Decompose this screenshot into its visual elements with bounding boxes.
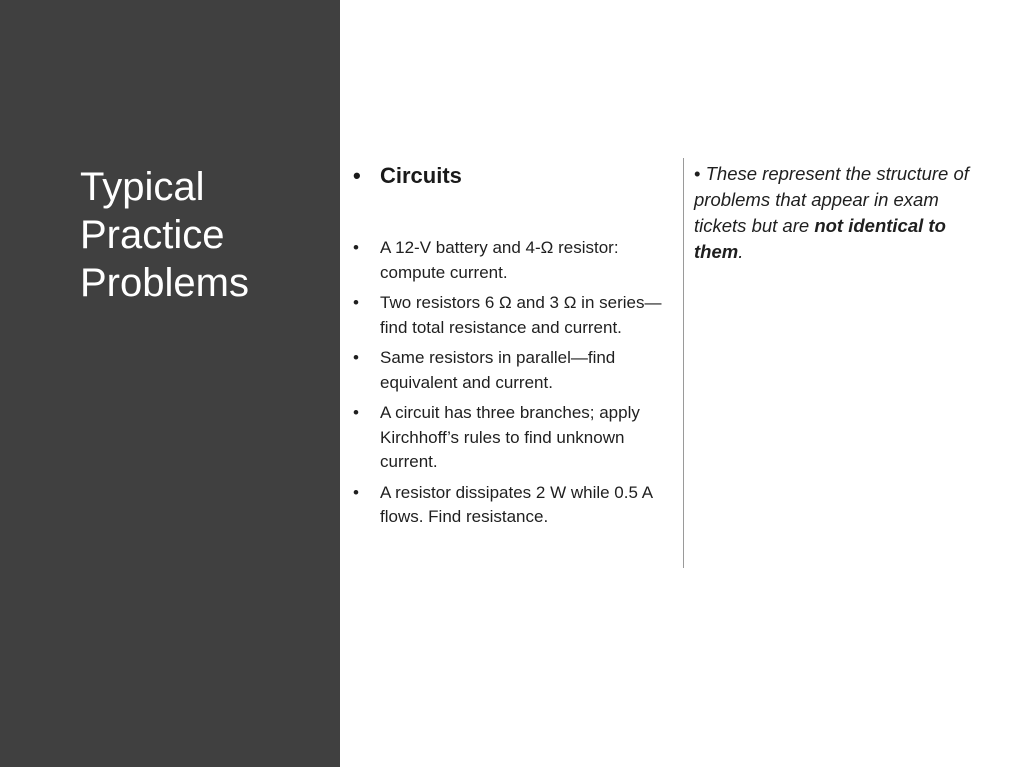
slide-title-line: Problems — [80, 261, 249, 305]
list-item — [353, 291, 675, 340]
problem-text: A circuit has three branches; apply Kirchhoff’s rules to find unknown current. — [380, 403, 640, 471]
bullet-icon: • — [353, 293, 359, 312]
slide-title-line: Practice — [80, 213, 225, 257]
bullet-icon: • — [353, 482, 359, 502]
list-item — [353, 481, 675, 530]
bullet-icon: • — [694, 163, 701, 184]
list-item — [353, 401, 675, 475]
bullet-icon: • — [353, 403, 359, 422]
title-sidebar — [0, 0, 340, 767]
problem-text: Same resistors in parallel—find equivalent and current. — [380, 348, 616, 392]
circuits-column — [353, 160, 675, 536]
bullet-icon: • — [353, 348, 359, 367]
note-emphasis: not identical to them — [694, 215, 946, 262]
note-suffix: . — [738, 241, 744, 262]
section-heading — [353, 160, 675, 192]
column-divider — [683, 158, 684, 568]
slide-title-line: Typical — [80, 165, 205, 209]
list-item — [353, 236, 675, 285]
note-column — [694, 161, 969, 265]
bullet-icon: • — [353, 163, 361, 188]
note-text: These represent the structure of problems that appear in exam tickets but are — [694, 163, 969, 236]
bullet-icon: • — [353, 238, 359, 257]
problem-text: Two resistors 6 Ω and 3 Ω in series—find total resistance and current. — [380, 293, 662, 337]
list-item — [353, 346, 675, 395]
slide-title — [80, 163, 320, 307]
problem-list — [353, 236, 675, 530]
problem-text: A resistor dissipates 2 W while 0.5 A flows. Find resistance. — [380, 482, 653, 526]
problem-text: A 12-V battery and 4-Ω resistor: compute current. — [380, 238, 619, 282]
section-heading-text: Circuits — [380, 163, 462, 188]
